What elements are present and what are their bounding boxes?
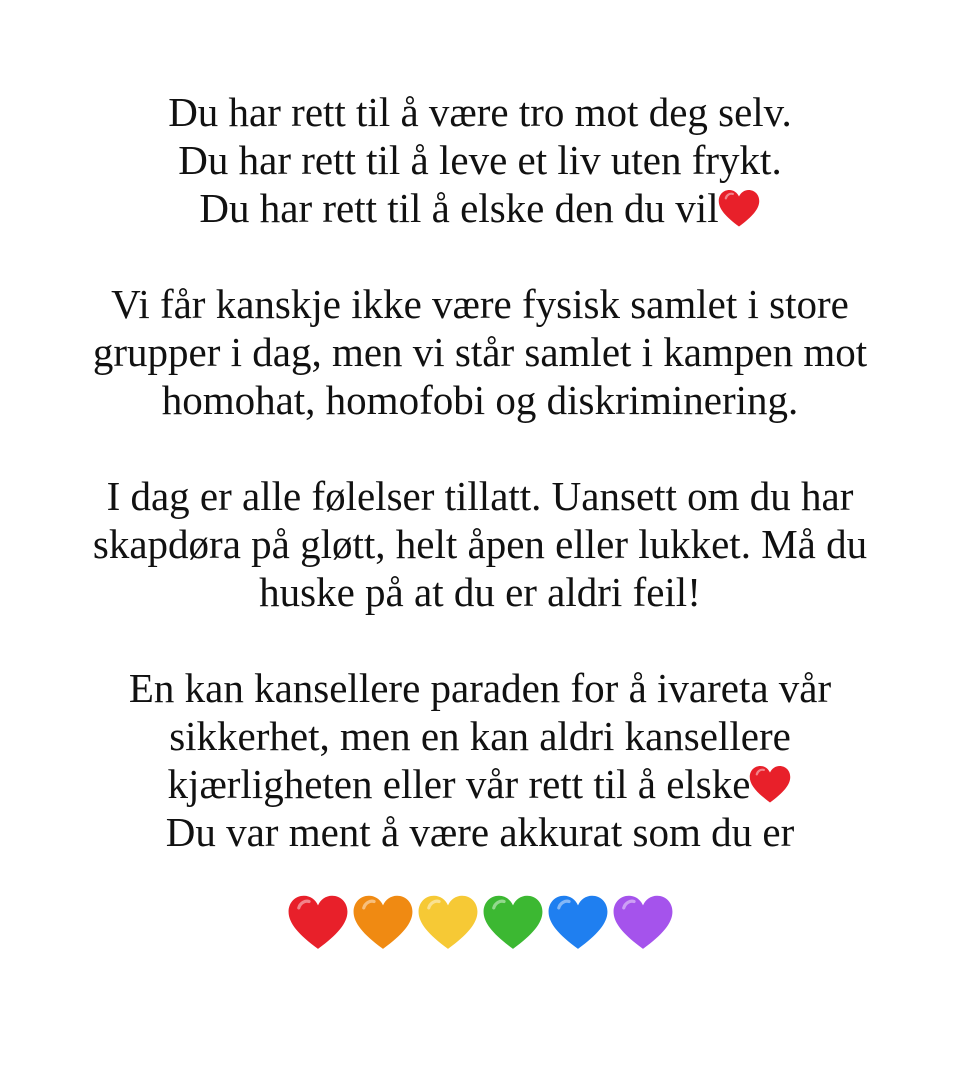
text-line: grupper i dag, men vi står samlet i kampen mot xyxy=(92,329,868,375)
red-heart-icon xyxy=(717,186,761,230)
red-heart-icon-glyph xyxy=(748,762,792,806)
text-line-with-heart xyxy=(0,760,960,808)
paragraph-together xyxy=(0,280,960,424)
text-line: kjærligheten eller vår rett til å elske xyxy=(167,761,751,807)
green-heart-icon xyxy=(481,890,545,954)
paragraph-rights xyxy=(0,88,960,232)
text-line: skapdøra på gløtt, helt åpen eller lukket. Må du xyxy=(92,521,868,567)
text-line-with-heart xyxy=(0,184,960,232)
orange-heart-icon-glyph xyxy=(351,890,415,954)
text-line: En kan kansellere paraden for å ivareta vår xyxy=(128,665,832,711)
text-line: I dag er alle følelser tillatt. Uansett om du har xyxy=(106,473,854,519)
story-text xyxy=(0,88,960,904)
red-heart-icon-glyph xyxy=(717,186,761,230)
yellow-heart-icon xyxy=(416,890,480,954)
blue-heart-icon xyxy=(546,890,610,954)
yellow-heart-icon-glyph xyxy=(416,890,480,954)
orange-heart-icon xyxy=(351,890,415,954)
text-line: huske på at du er aldri feil! xyxy=(259,569,701,615)
blue-heart-icon-glyph xyxy=(546,890,610,954)
red-heart-icon xyxy=(748,762,792,806)
purple-heart-icon-glyph xyxy=(611,890,675,954)
text-line: Du var ment å være akkurat som du er xyxy=(165,809,795,855)
purple-heart-icon xyxy=(611,890,675,954)
text-line: sikkerhet, men en kan aldri kansellere xyxy=(169,713,791,759)
text-line: Du har rett til å leve et liv uten frykt. xyxy=(178,137,782,183)
red-heart-icon-glyph xyxy=(286,890,350,954)
red-heart-icon xyxy=(286,890,350,954)
paragraph-parade xyxy=(0,664,960,856)
text-line: Du har rett til å være tro mot deg selv. xyxy=(168,89,792,135)
text-line: Du har rett til å elske den du vil xyxy=(199,185,719,231)
paragraph-feelings xyxy=(0,472,960,616)
text-line: Vi får kanskje ikke være fysisk samlet i store xyxy=(111,281,849,327)
rainbow-hearts-row xyxy=(0,890,960,954)
text-line: homohat, homofobi og diskriminering. xyxy=(161,377,799,423)
green-heart-icon-glyph xyxy=(481,890,545,954)
